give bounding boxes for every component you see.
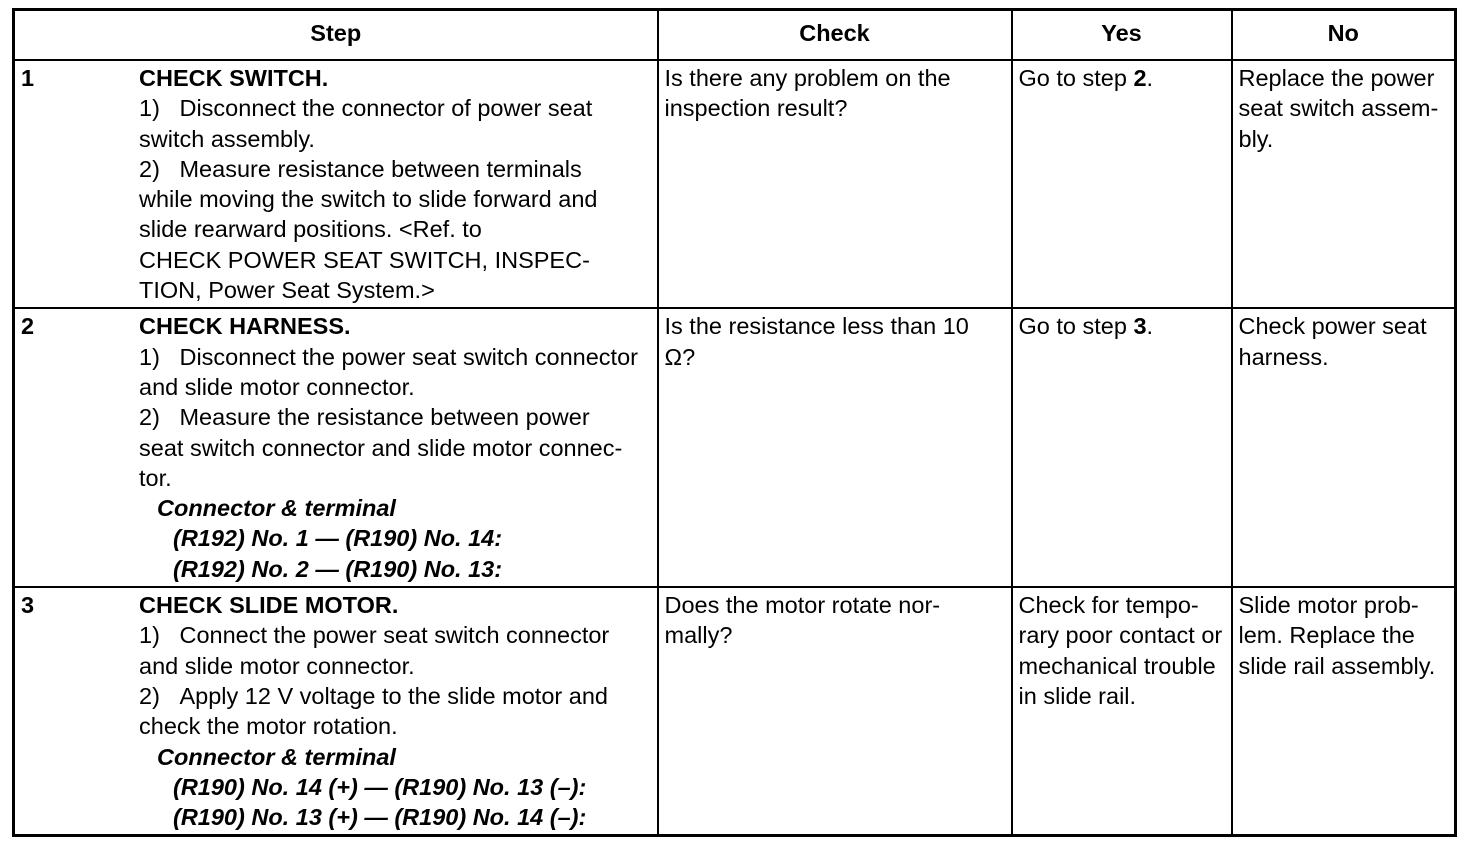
step-line: CHECK POWER SEAT SWITCH, INSPEC- [139,246,590,273]
header-step: Step [14,10,658,61]
step-line: check the motor rotation. [139,713,398,740]
connector-label: Connector & terminal [157,743,396,770]
yes-step-ref: 2 [1133,65,1147,91]
yes-suffix: . [1146,313,1154,340]
yes-text: Go to step [1018,313,1134,340]
step-line: tor. [139,464,172,491]
step-line: slide rearward positions. <Ref. to [139,216,482,243]
step-title: CHECK SWITCH. [139,65,329,91]
step-number: 2 [21,313,35,340]
diagnostic-table [12,8,1457,837]
step-line: switch assembly. [139,125,315,152]
connector-terminal: (R192) No. 2 — (R190) No. 13: [173,555,503,582]
step-number: 3 [21,592,35,619]
table-header-row [14,10,1456,61]
connector-terminal: (R190) No. 14 (+) — (R190) No. 13 (–): [173,773,587,800]
step-line: while moving the switch to slide forward and [139,186,598,213]
check-cell: Is the resistance less than 10 Ω? [658,308,1012,587]
no-cell: Check power seat harness. [1232,308,1456,587]
header-no: No [1232,10,1456,61]
yes-text: Check for tempo-rary poor contact or mechanical trouble in slide rail. [1018,592,1223,709]
step-line: 2) Measure resistance between terminals [139,155,582,182]
yes-suffix: . [1146,65,1154,91]
table-row [14,60,1456,308]
step-line: 2) Measure the resistance between power [139,404,590,431]
step-line: and slide motor connector. [139,373,415,400]
step-body [139,590,651,832]
header-check: Check [658,10,1012,61]
yes-step-ref: 3 [1133,313,1147,340]
connector-terminal: (R190) No. 13 (+) — (R190) No. 14 (–): [173,804,587,831]
yes-cell [1012,60,1232,308]
no-cell: Slide motor prob-lem. Replace the slide rail assembly. [1232,587,1456,836]
step-line: TION, Power Seat System.> [139,277,435,304]
step-line: 1) Disconnect the connector of power seat [139,95,593,122]
table-row [14,308,1456,587]
step-line: and slide motor connector. [139,652,415,679]
step-line: 1) Connect the power seat switch connector [139,622,610,649]
step-cell [14,308,658,587]
connector-terminal: (R192) No. 1 — (R190) No. 14: [173,525,503,552]
table-row [14,587,1456,836]
yes-text: Go to step [1018,65,1134,91]
check-cell: Is there any problem on the inspection result? [658,60,1012,308]
connector-label: Connector & terminal [157,495,396,522]
step-body [139,311,651,584]
header-yes: Yes [1012,10,1232,61]
step-cell [14,60,658,308]
yes-cell [1012,308,1232,587]
no-cell: Replace the power seat switch assem-bly. [1232,60,1456,308]
step-number: 1 [21,65,35,91]
step-body [139,63,651,305]
step-line: 2) Apply 12 V voltage to the slide motor and [139,682,608,709]
step-title: CHECK HARNESS. [139,313,351,340]
check-cell: Does the motor rotate nor-mally? [658,587,1012,836]
step-title: CHECK SLIDE MOTOR. [139,592,399,619]
step-line: 1) Disconnect the power seat switch connector [139,343,638,370]
step-line: seat switch connector and slide motor connec- [139,434,623,461]
step-cell [14,587,658,836]
yes-cell [1012,587,1232,836]
